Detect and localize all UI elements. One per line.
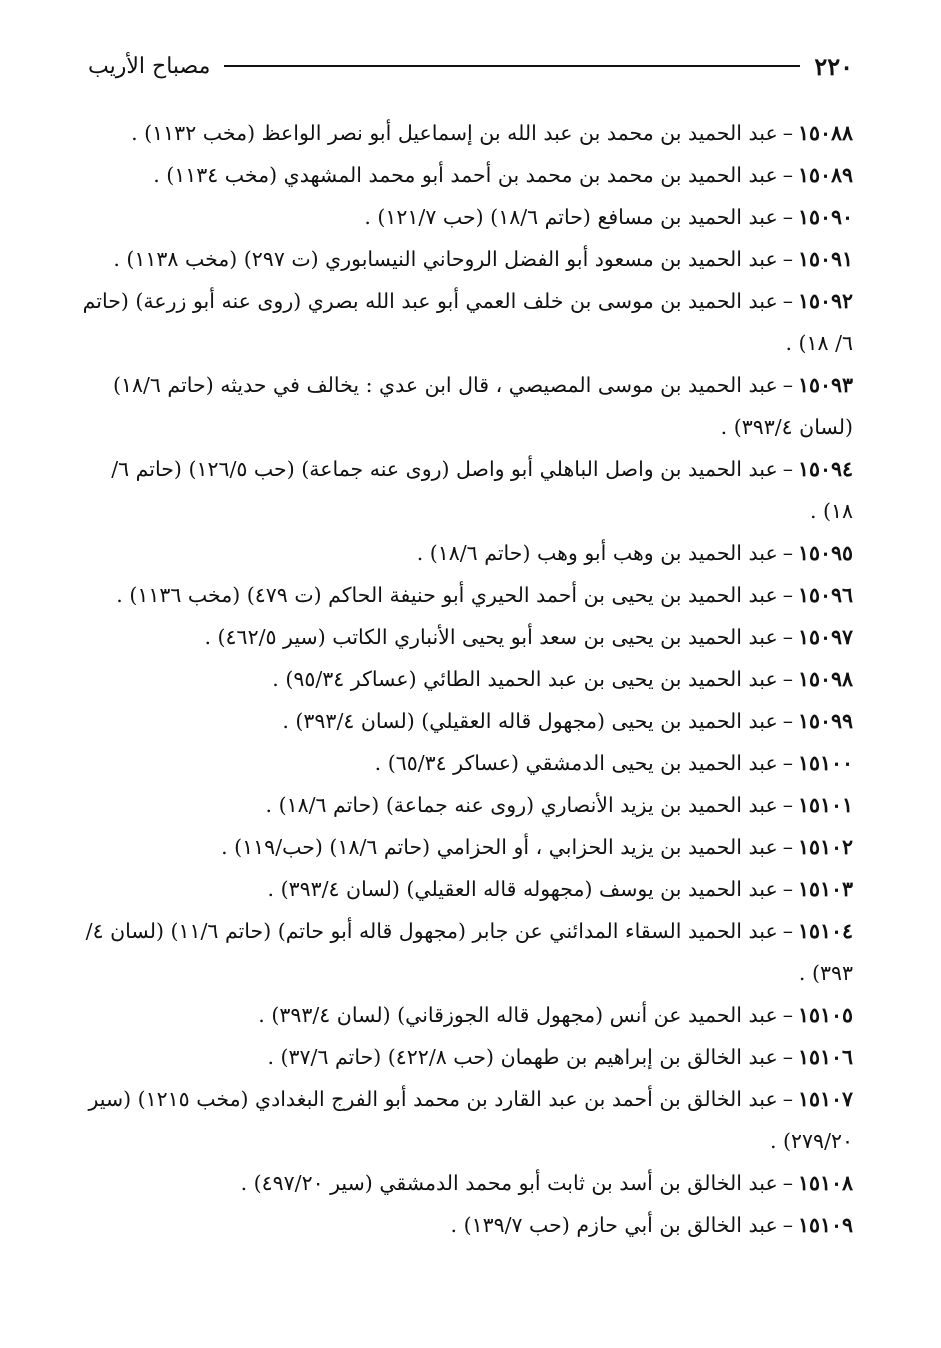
entry-text: عبد الحميد بن مسافع (حاتم ١٨/٦) (حب ١٢١/٧) . [364, 205, 778, 229]
entry-text: عبد الحميد بن محمد بن عبد الله بن إسماعيل أبو نصر الواعظ (مخب ١١٣٢) . [131, 121, 778, 145]
entry-number: ١٥٠٩٤ [797, 457, 853, 481]
entry-separator: – [782, 1003, 793, 1027]
list-item [80, 112, 853, 154]
list-item [80, 280, 853, 364]
entry-number: ١٥١٠٣ [797, 877, 853, 901]
list-item [80, 616, 853, 658]
entry-separator: – [782, 625, 793, 649]
entry-number: ١٥٠٩٣ [797, 373, 853, 397]
entry-number: ١٥٠٩٦ [797, 583, 853, 607]
entry-separator: – [782, 121, 793, 145]
entry-text: عبد الحميد بن يحيى بن أحمد الحيري أبو حنيفة الحاكم (ت ٤٧٩) (مخب ١١٣٦) . [116, 583, 778, 607]
entry-text: عبد الحميد بن يوسف (مجهوله قاله العقيلي) (لسان ٣٩٣/٤) . [267, 877, 778, 901]
list-item [80, 364, 853, 448]
list-item [80, 1036, 853, 1078]
list-item [80, 868, 853, 910]
entry-number: ١٥١٠١ [797, 793, 853, 817]
page-number: ٢٢٠ [814, 51, 853, 81]
entry-number: ١٥٠٩٥ [797, 541, 853, 565]
entry-number: ١٥٠٩٩ [797, 709, 853, 733]
list-item [80, 448, 853, 532]
entry-text: عبد الخالق بن إبراهيم بن طهمان (حب ٤٢٢/٨) (حاتم ٣٧/٦) . [267, 1045, 778, 1069]
list-item [80, 1162, 853, 1204]
list-item [80, 238, 853, 280]
entry-separator: – [782, 163, 793, 187]
list-item [80, 532, 853, 574]
list-item [80, 1204, 853, 1246]
entry-number: ١٥٠٩٨ [797, 667, 853, 691]
entry-text: عبد الحميد بن يحيى الدمشقي (عساكر ٦٥/٣٤) . [374, 751, 778, 775]
entry-separator: – [782, 1087, 793, 1111]
list-item [80, 658, 853, 700]
entry-number: ١٥١٠٧ [797, 1087, 853, 1111]
entry-separator: – [782, 205, 793, 229]
entry-number: ١٥١٠٥ [797, 1003, 853, 1027]
entry-number: ١٥١٠٦ [797, 1045, 853, 1069]
list-item [80, 742, 853, 784]
entry-number: ١٥١٠٨ [797, 1171, 853, 1195]
list-item [80, 154, 853, 196]
list-item [80, 196, 853, 238]
page-header [88, 44, 853, 88]
entry-text: عبد الخالق بن أحمد بن عبد القارد بن محمد أبو الفرج البغدادي (مخب ١٢١٥) (سير ٢٧٩/٢٠) . [88, 1087, 853, 1153]
list-item [80, 826, 853, 868]
list-item [80, 1078, 853, 1162]
entry-text: عبد الحميد بن وهب أبو وهب (حاتم ١٨/٦) . [416, 541, 778, 565]
entry-separator: – [782, 1045, 793, 1069]
book-title: مصباح الأريب [88, 53, 211, 79]
entry-separator: – [782, 583, 793, 607]
entry-separator: – [782, 919, 793, 943]
entry-text: عبد الحميد بن يحيى (مجهول قاله العقيلي) (لسان ٣٩٣/٤) . [282, 709, 778, 733]
entry-separator: – [782, 289, 793, 313]
entry-number: ١٥٠٨٨ [797, 121, 853, 145]
list-item [80, 994, 853, 1036]
list-item [80, 574, 853, 616]
entry-separator: – [782, 709, 793, 733]
entry-separator: – [782, 877, 793, 901]
entry-number: ١٥١٠٠ [797, 751, 853, 775]
entry-number: ١٥٠٩٠ [797, 205, 853, 229]
entry-separator: – [782, 1213, 793, 1237]
entry-separator: – [782, 835, 793, 859]
entry-separator: – [782, 457, 793, 481]
entry-separator: – [782, 247, 793, 271]
entry-number: ١٥١٠٩ [797, 1213, 853, 1237]
list-item [80, 784, 853, 826]
list-item [80, 910, 853, 994]
entry-text: عبد الخالق بن أسد بن ثابت أبو محمد الدمشقي (سير ٤٩٧/٢٠) . [240, 1171, 778, 1195]
entry-text: عبد الحميد بن محمد بن محمد بن أحمد أبو محمد المشهدي (مخب ١١٣٤) . [153, 163, 778, 187]
header-rule [224, 65, 800, 67]
entry-text: عبد الحميد بن موسى المصيصي ، قال ابن عدي : يخالف في حديثه (حاتم ١٨/٦) (لسان ٣٩٣/٤) . [112, 373, 853, 439]
entry-text: عبد الحميد السقاء المدائني عن جابر (مجهول قاله أبو حاتم) (حاتم ١١/٦) (لسان ٤/ ٣٩٣) . [85, 919, 853, 985]
entry-list [80, 112, 853, 1246]
entry-number: ١٥٠٩٢ [797, 289, 853, 313]
entry-text: عبد الحميد بن يزيد الأنصاري (روى عنه جماعة) (حاتم ١٨/٦) . [265, 793, 778, 817]
entry-number: ١٥٠٨٩ [797, 163, 853, 187]
entry-text: عبد الحميد بن موسى بن خلف العمي أبو عبد الله بصري (روى عنه أبو زرعة) (حاتم ٦/ ١٨) . [82, 289, 853, 355]
entry-separator: – [782, 373, 793, 397]
entry-text: عبد الحميد بن يحيى بن سعد أبو يحيى الأنباري الكاتب (سير ٤٦٢/٥) . [204, 625, 778, 649]
entry-separator: – [782, 667, 793, 691]
entry-number: ١٥٠٩٧ [797, 625, 853, 649]
entry-text: عبد الحميد عن أنس (مجهول قاله الجوزقاني) (لسان ٣٩٣/٤) . [258, 1003, 778, 1027]
entry-number: ١٥٠٩١ [797, 247, 853, 271]
entry-text: عبد الخالق بن أبي حازم (حب ١٣٩/٧) . [450, 1213, 778, 1237]
list-item [80, 700, 853, 742]
entry-text: عبد الحميد بن واصل الباهلي أبو واصل (روى عنه جماعة) (حب ١٢٦/٥) (حاتم ٦/ ١٨) . [111, 457, 853, 523]
entry-separator: – [782, 1171, 793, 1195]
entry-number: ١٥١٠٤ [797, 919, 853, 943]
entry-separator: – [782, 541, 793, 565]
entry-text: عبد الحميد بن يحيى بن عبد الحميد الطائي (عساكر ٩٥/٣٤) . [272, 667, 778, 691]
entry-number: ١٥١٠٢ [797, 835, 853, 859]
entry-separator: – [782, 793, 793, 817]
entry-separator: – [782, 751, 793, 775]
entry-text: عبد الحميد بن يزيد الحزابي ، أو الحزامي (حاتم ١٨/٦) (حب/١١٩) . [221, 835, 778, 859]
entry-text: عبد الحميد بن مسعود أبو الفضل الروحاني النيسابوري (ت ٢٩٧) (مخب ١١٣٨) . [113, 247, 778, 271]
